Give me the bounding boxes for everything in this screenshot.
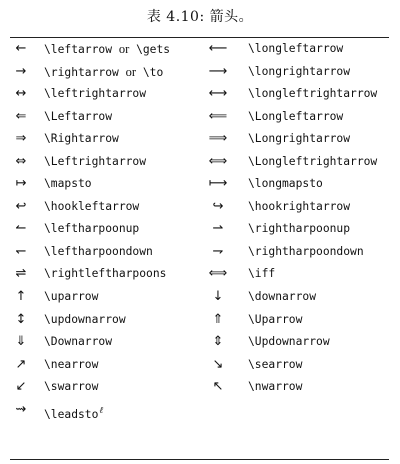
arrow-symbol-icon: ⟸ bbox=[208, 108, 228, 124]
table-row bbox=[10, 106, 389, 129]
command-name: \hookrightarrow bbox=[248, 199, 351, 213]
table-row bbox=[10, 263, 389, 286]
arrow-symbol-icon: ↽ bbox=[15, 243, 27, 259]
arrow-symbol-icon: ↘ bbox=[212, 356, 224, 372]
command-name: \uparrow bbox=[44, 290, 99, 304]
arrow-symbol-icon: ↩ bbox=[15, 198, 27, 214]
command-name: \Rightarrow bbox=[44, 132, 119, 146]
arrow-symbol-icon: ↪ bbox=[212, 198, 224, 214]
arrow-symbol-icon: ⇓ bbox=[15, 334, 27, 350]
command-name: \hookleftarrow bbox=[44, 199, 140, 213]
table-row bbox=[10, 286, 389, 309]
table-row bbox=[10, 173, 389, 196]
command-name: \searrow bbox=[248, 357, 303, 371]
command-name: \Leftarrow bbox=[44, 109, 113, 123]
arrow-symbol-icon: ↖ bbox=[212, 379, 224, 395]
arrow-symbol-icon: ⟶ bbox=[208, 63, 228, 79]
table-row bbox=[10, 399, 389, 422]
command-name: \iff bbox=[248, 267, 276, 281]
command-name: \longmapsto bbox=[248, 177, 323, 191]
command-name: \rightleftharpoons bbox=[44, 267, 167, 281]
arrow-symbol-icon: ↓ bbox=[212, 289, 224, 305]
command-name: \Leftrightarrow bbox=[44, 154, 147, 168]
table-row bbox=[10, 331, 389, 354]
command-name: \Downarrow bbox=[44, 335, 113, 349]
table-row bbox=[10, 196, 389, 219]
command-name: \rightharpoonup bbox=[248, 222, 351, 236]
arrow-symbol-icon: ⇐ bbox=[15, 108, 27, 124]
arrow-symbol-icon: ⇌ bbox=[15, 266, 27, 282]
table-row bbox=[10, 218, 389, 241]
command-name: \mapsto bbox=[44, 177, 92, 191]
table-row bbox=[10, 128, 389, 151]
footnote-marker: ℓ bbox=[99, 404, 104, 415]
arrow-symbol-icon: ⇀ bbox=[212, 221, 224, 237]
arrow-symbol-icon: ↼ bbox=[15, 221, 27, 237]
table-row bbox=[10, 354, 389, 377]
command-alt-text: \to bbox=[142, 65, 164, 79]
command-name: \longleftrightarrow bbox=[248, 87, 378, 101]
table-caption: 表 4.10: 箭头。 bbox=[146, 9, 254, 25]
arrow-symbol-icon: ↑ bbox=[15, 289, 27, 305]
arrow-symbol-icon: ↕ bbox=[15, 311, 27, 327]
arrow-symbol-icon: ⇑ bbox=[212, 311, 224, 327]
or-text: or bbox=[118, 42, 130, 56]
arrow-symbol-table bbox=[10, 38, 389, 421]
command-name: \downarrow bbox=[248, 290, 317, 304]
arrow-symbol-icon: ⇁ bbox=[212, 243, 224, 259]
command-name: \nwarrow bbox=[248, 380, 303, 394]
table-row bbox=[10, 241, 389, 264]
arrow-symbol-icon: ⟹ bbox=[208, 131, 228, 147]
arrow-symbol-icon: ⟺ bbox=[208, 153, 228, 169]
arrow-symbol-icon: ↗ bbox=[15, 356, 27, 372]
command-name bbox=[44, 38, 170, 61]
command-name: \leftrightarrow bbox=[44, 87, 147, 101]
command-name: \updownarrow bbox=[44, 312, 126, 326]
command-text: \leftarrow bbox=[44, 43, 113, 56]
table-row bbox=[10, 376, 389, 399]
command-name: \leftharpoonup bbox=[44, 222, 140, 236]
table-row bbox=[10, 309, 389, 332]
command-name: \Updownarrow bbox=[248, 335, 330, 349]
arrow-symbol-icon: ⟼ bbox=[208, 176, 228, 192]
command-name: \longrightarrow bbox=[248, 64, 351, 78]
table-row bbox=[10, 38, 389, 61]
command-name: \longleftarrow bbox=[248, 42, 344, 55]
or-text: or bbox=[125, 64, 137, 79]
arrow-symbol-icon: ⟷ bbox=[208, 86, 228, 102]
table-bottom-rule bbox=[10, 459, 389, 460]
arrow-symbol-icon: ↦ bbox=[15, 176, 27, 192]
command-name: \Longrightarrow bbox=[248, 132, 351, 146]
arrow-symbol-icon: ⇔ bbox=[15, 153, 27, 169]
table-row bbox=[10, 61, 389, 84]
arrow-symbol-icon: ⇒ bbox=[15, 131, 27, 147]
command-text: \leadsto bbox=[44, 407, 99, 421]
command-name: \Longleftarrow bbox=[248, 109, 344, 123]
arrow-symbol-icon: ⟵ bbox=[208, 41, 228, 56]
arrow-symbol-icon: ⇝ bbox=[15, 401, 27, 417]
command-name: \nearrow bbox=[44, 357, 99, 371]
command-name: \Longleftrightarrow bbox=[248, 154, 378, 168]
table-row bbox=[10, 151, 389, 174]
arrow-symbol-icon: → bbox=[15, 63, 27, 79]
command-name bbox=[44, 61, 163, 84]
command-name bbox=[44, 399, 103, 422]
arrow-symbol-icon: ↙ bbox=[15, 379, 27, 395]
arrow-symbol-icon: ← bbox=[15, 41, 27, 56]
arrow-symbol-icon: ↔ bbox=[15, 86, 27, 102]
command-alt-text: \gets bbox=[136, 43, 171, 56]
arrow-symbol-icon: ⟺ bbox=[208, 266, 228, 282]
command-text: \rightarrow bbox=[44, 65, 119, 79]
command-name: \Uparrow bbox=[248, 312, 303, 326]
command-name: \leftharpoondown bbox=[44, 244, 153, 258]
command-name: \swarrow bbox=[44, 380, 99, 394]
table-row bbox=[10, 83, 389, 106]
command-name: \rightharpoondown bbox=[248, 244, 364, 258]
arrow-symbol-icon: ⇕ bbox=[212, 334, 224, 350]
